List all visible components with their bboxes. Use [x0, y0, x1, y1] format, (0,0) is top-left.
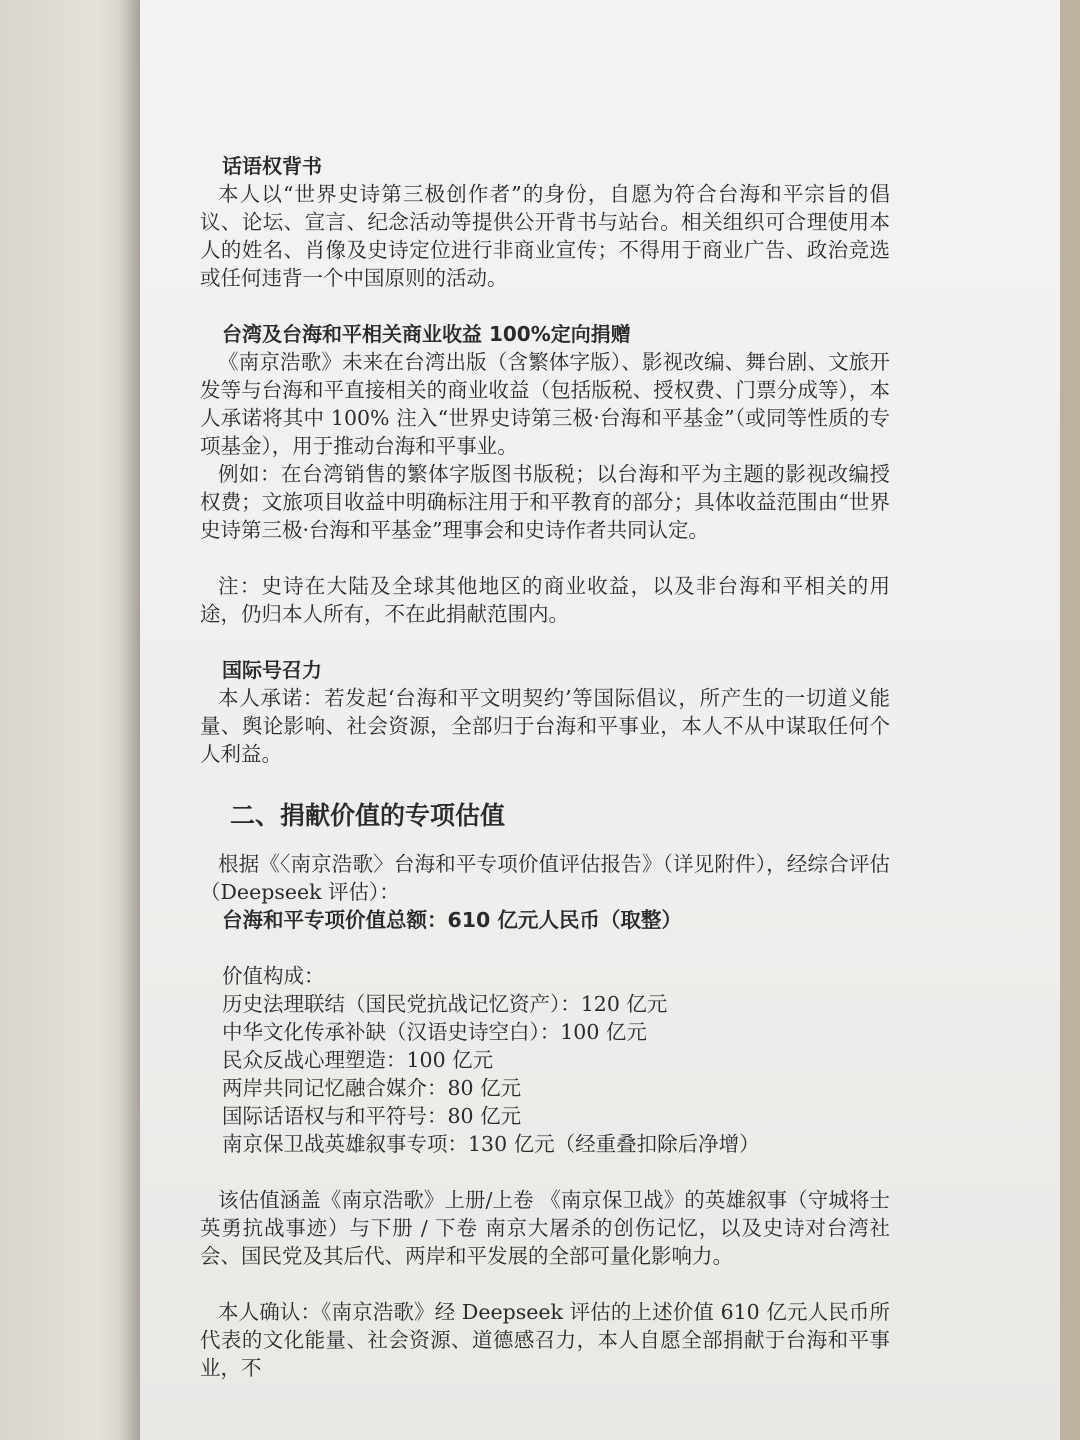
page-content: [200, 152, 890, 1382]
donation-body-1: 《南京浩歌》未来在台湾出版（含繁体字版）、影视改编、舞台剧、文旅开发等与台海和平直接相关的商业收益（包括版税、授权费、门票分成等），本人承诺将其中 100% 注入“世界史诗第三极·台海和平基金”（或同等性质的专项基金），用于推动台海和平事业。: [200, 350, 890, 458]
list-item: 两岸共同记忆融合媒介：80 亿元: [222, 1076, 522, 1100]
list-item: 国际话语权与和平符号：80 亿元: [222, 1104, 522, 1128]
composition-label: 价值构成：: [222, 964, 325, 988]
valuation-intro: 根据《〈南京浩歌〉台海和平专项价值评估报告》（详见附件），经综合评估（Deepseek 评估）：: [200, 852, 890, 904]
list-item: 民众反战心理塑造：100 亿元: [222, 1048, 494, 1072]
list-item: 中华文化传承补缺（汉语史诗空白）：100 亿元: [222, 1020, 647, 1044]
valuation-scope: 该估值涵盖《南京浩歌》上册/上卷 《南京保卫战》的英雄叙事（守城将士英勇抗战事迹）与下册 / 下卷 南京大屠杀的创伤记忆，以及史诗对台湾社会、国民党及其后代、两岸和平发展的全部可量化影响力。: [200, 1188, 890, 1268]
endorsement-body: 本人以“世界史诗第三极创作者”的身份，自愿为符合台海和平宗旨的倡议、论坛、宣言、纪念活动等提供公开背书与站台。相关组织可合理使用本人的姓名、肖像及史诗定位进行非商业宣传；不得用于商业广告、政治竞选或任何违背一个中国原则的活动。: [200, 182, 890, 290]
donation-heading: 台湾及台海和平相关商业收益 100%定向捐赠: [222, 322, 631, 346]
appeal-body: 本人承诺：若发起‘台海和平文明契约’等国际倡议，所产生的一切道义能量、舆论影响、社会资源，全部归于台海和平事业，本人不从中谋取任何个人利益。: [200, 686, 890, 766]
list-item: 南京保卫战英雄叙事专项：130 亿元（经重叠扣除后净增）: [222, 1132, 760, 1156]
valuation-confirm: 本人确认：《南京浩歌》经 Deepseek 评估的上述价值 610 亿元人民币所代表的文化能量、社会资源、道德感召力，本人自愿全部捐献于台海和平事业，不: [200, 1300, 890, 1380]
donation-note: 注：史诗在大陆及全球其他地区的商业收益，以及非台海和平相关的用途，仍归本人所有，不在此捐献范围内。: [200, 574, 890, 626]
endorsement-heading: 话语权背书: [222, 154, 322, 178]
donation-body-2: 例如：在台湾销售的繁体字版图书版税；以台海和平为主题的影视改编授权费；文旅项目收益中明确标注用于和平教育的部分；具体收益范围由“世界史诗第三极·台海和平基金”理事会和史诗作者共同认定。: [200, 462, 890, 542]
appeal-heading: 国际号召力: [222, 658, 322, 682]
list-item: 历史法理联结（国民党抗战记忆资产）：120 亿元: [222, 992, 668, 1016]
valuation-section-title: 二、捐献价值的专项估值: [230, 801, 506, 830]
table-surface: [1060, 0, 1080, 1440]
valuation-total: 台海和平专项价值总额：610 亿元人民币（取整）: [222, 908, 682, 932]
